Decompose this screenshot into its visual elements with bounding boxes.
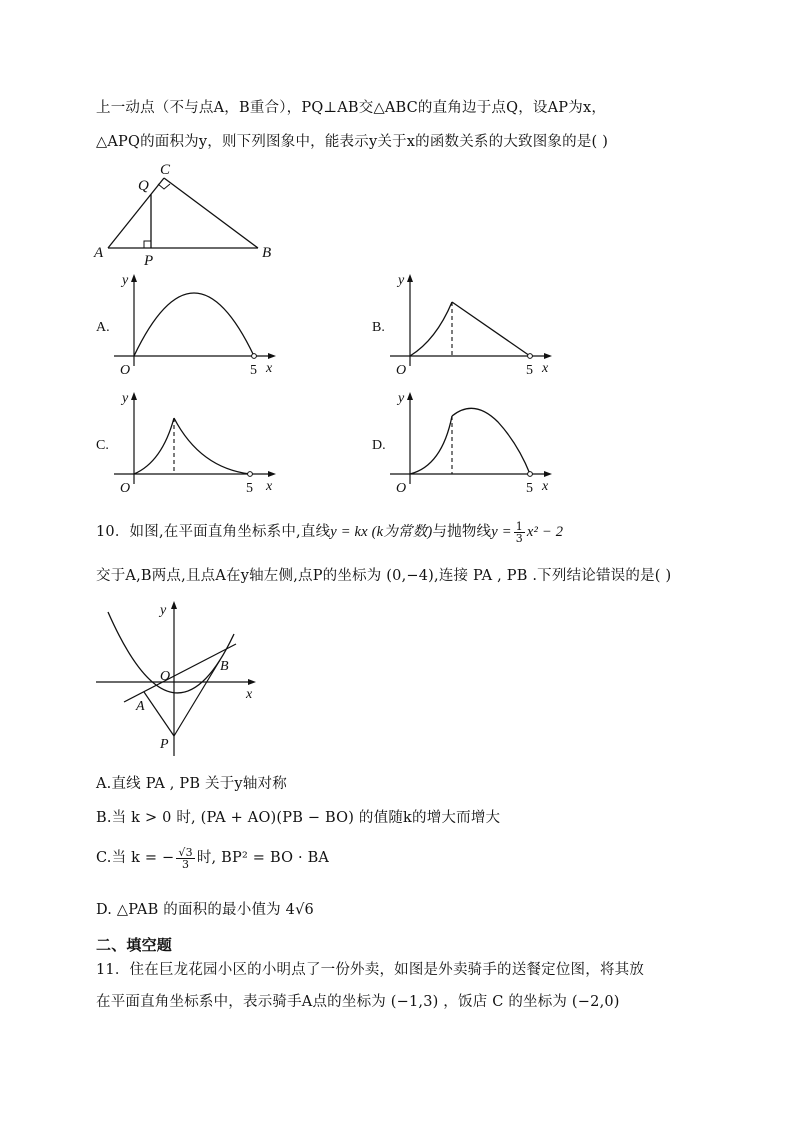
graph-option-d [386, 388, 556, 498]
option-b-label: B. [372, 320, 385, 335]
origin-label: O [396, 363, 407, 378]
q10-frac-num: 1 [515, 519, 523, 533]
tick-5-label: 5 [526, 363, 533, 378]
q10-text-line2: 交于A,B两点,且点A在y轴左侧,点P的坐标为 (0,−4),连接 PA , PB .下列结论错误的是( ) [96, 568, 672, 584]
q10-frac-den: 3 [515, 531, 523, 545]
q10-intro: 10．如图,在平面直角坐标系中,直线 [96, 524, 331, 540]
q9-text-line1: 上一动点（不与点A，B重合），PQ⊥AB交△ABC的直角边于点Q，设AP为x， [96, 100, 607, 116]
option-d-label: D. [372, 438, 386, 453]
fig-label-b: B [220, 659, 229, 674]
axis-x-label: x [266, 479, 273, 494]
tick-5-label: 5 [246, 481, 253, 496]
q10-option-b: B.当 k > 0 时, (PA + AO)(PB − BO) 的值随k的增大而增大 [96, 810, 501, 826]
axis-y-label: y [122, 273, 129, 288]
graph-option-c [110, 388, 280, 498]
tick-5-label: 5 [250, 363, 257, 378]
origin-label: O [120, 363, 131, 378]
axis-y-label: y [398, 391, 405, 406]
axis-y-label: y [122, 391, 129, 406]
axis-x-label: x [266, 361, 273, 376]
q10-line-equation: y = kx (k为常数) [330, 524, 433, 540]
fig-label-x: x [246, 687, 253, 702]
q10-fraction [514, 521, 525, 544]
label-c: C [160, 162, 171, 178]
fig-label-a: A [136, 699, 145, 714]
q10-optc-den: 3 [182, 857, 190, 871]
q10-optc-fraction [176, 847, 194, 870]
tick-5-label: 5 [526, 481, 533, 496]
origin-label: O [396, 481, 407, 496]
q10-mid: 与抛物线 [432, 524, 492, 540]
graph-option-a [110, 270, 280, 380]
option-c-label: C. [96, 438, 109, 453]
q10-figure [94, 598, 274, 758]
fig-label-p: P [160, 737, 169, 752]
graph-option-b [386, 270, 556, 380]
label-b: B [262, 245, 272, 261]
origin-label: O [120, 481, 131, 496]
label-q: Q [138, 178, 149, 194]
triangle-figure [92, 160, 292, 270]
q9-text-line2: △APQ的面积为y，则下列图象中，能表示y关于x的函数关系的大致图象的是( ) [96, 134, 609, 150]
axis-x-label: x [542, 361, 549, 376]
q10-option-d: D. △PAB 的面积的最小值为 4√6 [96, 902, 314, 918]
q10-option-a: A.直线 PA , PB 关于y轴对称 [96, 776, 287, 792]
axis-x-label: x [542, 479, 549, 494]
q10-text-line1 [96, 520, 563, 544]
q10-optc-num: √3 [178, 845, 193, 859]
fig-label-y: y [160, 603, 167, 618]
q10-parabola-rest: x² − 2 [526, 524, 564, 540]
q11-text-line1: 11．住在巨龙花园小区的小明点了一份外卖，如图是外卖骑手的送餐定位图，将其放 [96, 962, 645, 978]
q10-parabola-y: y = [491, 524, 512, 540]
q10-optc-post: 时, BP² = BO · BA [196, 850, 330, 866]
q10-optc-pre: C.当 k = − [96, 850, 175, 866]
label-p: P [144, 253, 154, 269]
q10-option-c [96, 846, 329, 870]
label-a: A [94, 245, 104, 261]
axis-y-label: y [398, 273, 405, 288]
fig-label-o: O [160, 669, 171, 684]
option-a-label: A. [96, 320, 110, 335]
q11-text-line2: 在平面直角坐标系中，表示骑手A点的坐标为 (−1,3) ，饭店 C 的坐标为 (−2,0) [96, 994, 620, 1010]
section-heading: 二、填空题 [96, 936, 173, 954]
